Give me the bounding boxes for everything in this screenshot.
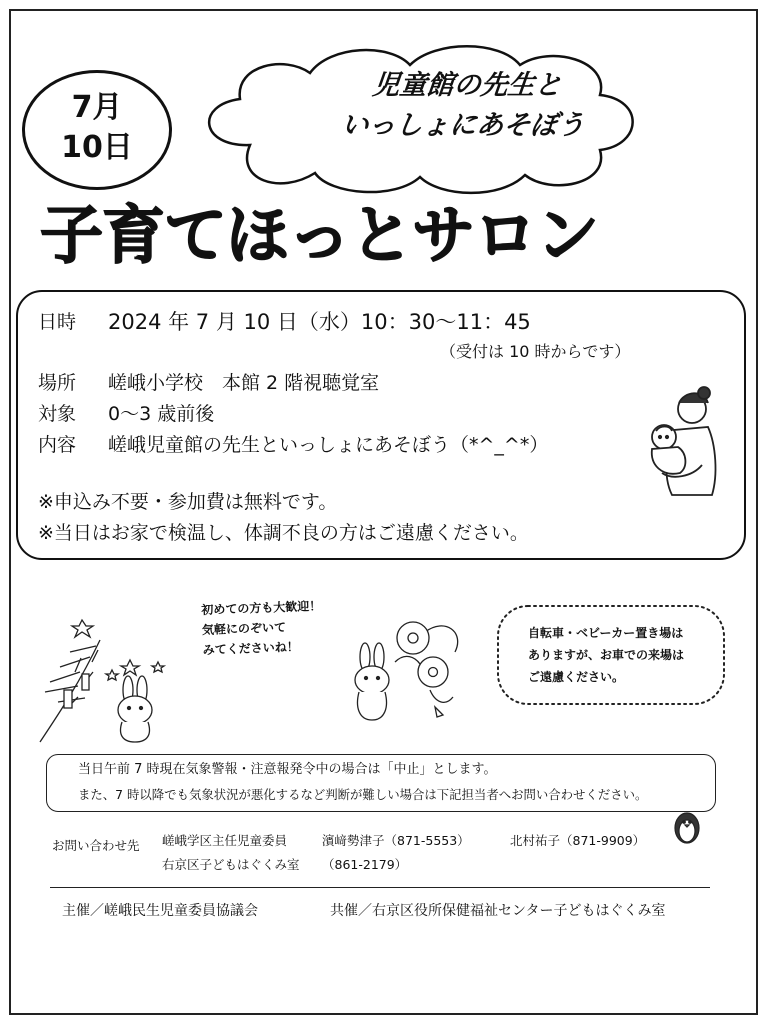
welcome-note-line1: 初めての方も大歓迎！ [201, 598, 322, 618]
info-value: 嵯峨児童館の先生といっしょにあそぼう（*^_^*） [108, 434, 549, 456]
date-day: 10日 [61, 130, 133, 165]
weather-notice-line1: 当日午前 7 時現在気象警報・注意報発令中の場合は「中止」とします。 [78, 762, 497, 777]
info-row-content [38, 432, 658, 458]
info-label: 対象 [38, 403, 77, 425]
mother-baby-illustration [632, 385, 722, 500]
parking-note-line3: ご遠慮ください。 [528, 670, 625, 684]
footer-co-organizer: 共催／右京区役所保健福祉センター子どもはぐくみ室 [330, 903, 666, 919]
footer-divider [50, 887, 710, 888]
info-label: 日時 [38, 311, 77, 333]
contact-phone2: （861-2179） [322, 857, 408, 872]
info-value: 2024 年 7 月 10 日（水）10：30〜11：45 [108, 310, 531, 334]
date-month: 7月 [71, 90, 123, 125]
info-row-place [38, 370, 638, 396]
contact-org2: 右京区子どもはぐくみ室 [162, 857, 300, 872]
parking-note [528, 622, 684, 688]
cloud-heading [296, 66, 634, 146]
info-label: 内容 [38, 434, 77, 456]
contact-person1: 濱﨑勢津子（871-5553） [322, 833, 470, 848]
contact-org1: 嵯峨学区主任児童委員 [162, 833, 288, 848]
penguin-illustration [670, 806, 704, 846]
info-row-datetime [38, 309, 698, 335]
welcome-note-line3: みてくださいね！ [202, 639, 299, 658]
contact-person2: 北村祐子（871-9909） [510, 833, 646, 848]
parking-note-line2: ありますが、お車での来場は [528, 648, 685, 662]
date-badge-text [22, 88, 172, 168]
contact-heading: お問い合わせ先 [52, 838, 140, 853]
weather-notice-line2: また、7 時以降でも気象状況が悪化するなど判断が難しい場合は下記担当者へお問い合わせください。 [78, 787, 648, 802]
info-value: 嵯峨小学校 本館 2 階視聴覚室 [108, 372, 380, 394]
welcome-note [201, 596, 323, 660]
welcome-note-line2: 気軽にのぞいて [201, 620, 287, 638]
info-row-target [38, 401, 638, 427]
info-value: 0〜3 歳前後 [108, 403, 215, 425]
tanabata-bamboo-illustration [30, 612, 180, 747]
info-note-health: ※当日はお家で検温し、体調不良の方はご遠慮ください。 [38, 522, 529, 544]
page-title: 子育てほっとサロン [40, 199, 598, 272]
morning-glory-rabbit-illustration [335, 612, 475, 732]
cloud-heading-line1: 児童館の先生と [371, 70, 564, 101]
cloud-heading-line2: いっしょにあそぼう [339, 110, 587, 141]
parking-note-line1: 自転車・ベビーカー置き場は [528, 626, 684, 640]
info-label: 場所 [38, 372, 77, 394]
info-note-free: ※申込み不要・参加費は無料です。 [38, 491, 338, 513]
info-row-reception: （受付は 10 時からです） [440, 342, 631, 361]
footer-organizer: 主催／嵯峨民生児童委員協議会 [62, 903, 258, 919]
